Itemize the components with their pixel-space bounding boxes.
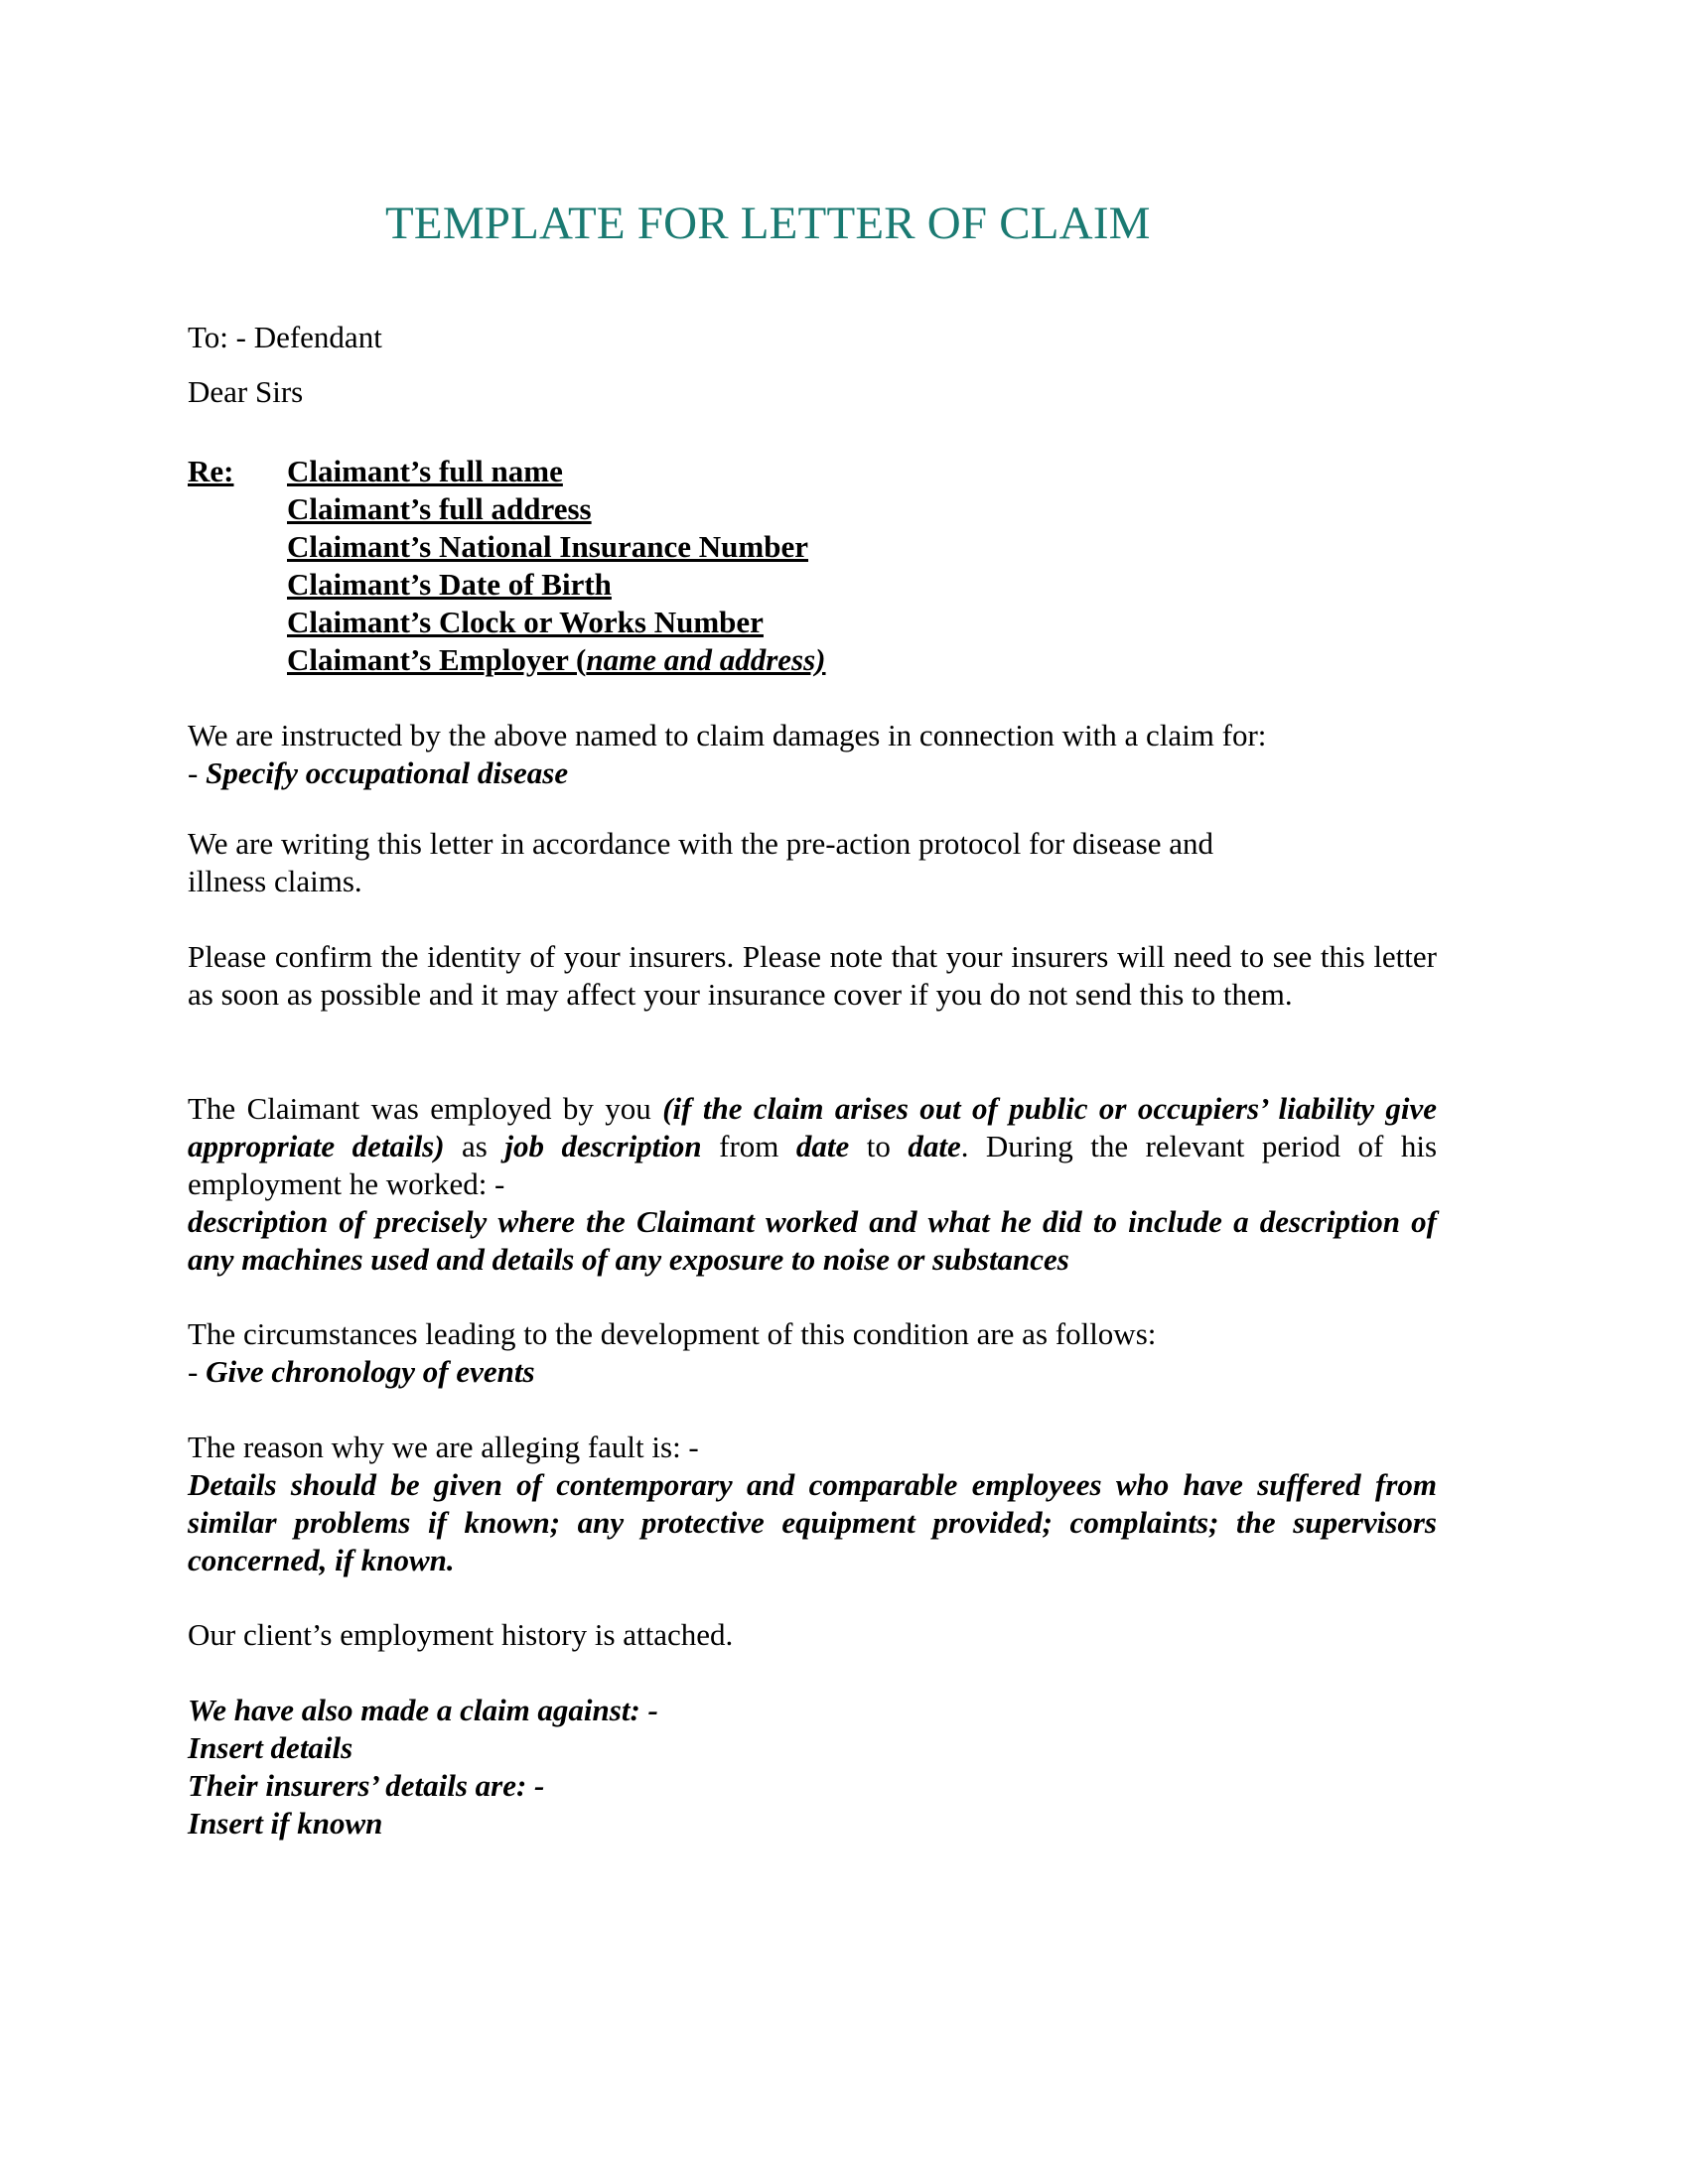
placeholder-fault-details: Details should be given of contemporary and comparable employees who have suffered from similar problems if known; any protective equipment provided; complaints; the supervisors concerned, if known. <box>188 1467 1437 1577</box>
placeholder-insert-details: Insert details <box>188 1730 353 1765</box>
placeholder-disease: Specify occupational disease <box>206 755 569 790</box>
paragraph-other-claims <box>188 1692 1437 1843</box>
paragraph-text: Please confirm the identity of your insurers. Please note that your insurers will need to see this letter as soon as possible and it may affect your insurance cover if you do not send this to them. <box>188 939 1437 1012</box>
paragraph-placeholder-line <box>188 1353 1437 1391</box>
paragraph-placeholder-line <box>188 754 1437 792</box>
paragraph-text: The circumstances leading to the development of this condition are as follows: <box>188 1316 1157 1351</box>
placeholder-insert-if-known: Insert if known <box>188 1806 383 1841</box>
paragraph-insurers <box>188 938 1437 1014</box>
re-claimant-works-number: Claimant’s Clock or Works Number <box>287 605 764 639</box>
addressee-line: To: - Defendant <box>188 320 382 354</box>
paragraph-text: The reason why we are alleging fault is: - <box>188 1430 699 1464</box>
text-run: The Claimant was employed by you <box>188 1091 663 1126</box>
re-claimant-dob: Claimant’s Date of Birth <box>287 567 612 602</box>
text-run: from <box>701 1129 796 1163</box>
re-claimant-ni-number: Claimant’s National Insurance Number <box>287 529 809 564</box>
paragraph-history <box>188 1616 1437 1654</box>
salutation: Dear Sirs <box>188 374 304 409</box>
placeholder-date-from: date <box>795 1129 850 1163</box>
re-label: Re: <box>188 454 234 488</box>
text-run: to <box>849 1129 909 1163</box>
placeholder-chronology: Give chronology of events <box>206 1354 535 1389</box>
placeholder-job: job description <box>504 1129 702 1163</box>
employer-italic: name and address) <box>586 642 826 677</box>
paragraph-circumstances <box>188 1315 1437 1391</box>
re-claimant-employer <box>287 641 826 679</box>
re-claimant-name: Claimant’s full name <box>287 454 563 488</box>
placeholder-work-description: description of precisely where the Claimant worked and what he did to include a description of any machines used and details of any exposure to noise or substances <box>188 1204 1437 1277</box>
paragraph-protocol <box>188 825 1437 900</box>
employer-prefix: Claimant’s Employer ( <box>287 642 587 677</box>
placeholder-date-to: date <box>908 1129 961 1163</box>
paragraph-fault <box>188 1429 1437 1579</box>
other-insurers-label: Their insurers’ details are: - <box>188 1768 545 1803</box>
dash: - <box>188 1354 207 1389</box>
text-run: as <box>444 1129 505 1163</box>
other-claim-label: We have also made a claim against: - <box>188 1693 658 1727</box>
paragraph-text <box>188 1090 1437 1203</box>
page-title: TEMPLATE FOR LETTER OF CLAIM <box>385 198 1151 249</box>
paragraph-employment <box>188 1090 1437 1279</box>
re-claimant-address: Claimant’s full address <box>287 491 592 526</box>
paragraph-text: We are writing this letter in accordance with the pre-action protocol for disease and <box>188 826 1214 861</box>
placeholder-liability: (if the claim arises out of public or occupiers’ liability give appropriate details) <box>188 1091 1438 1163</box>
paragraph-text: We are instructed by the above named to claim damages in connection with a claim for: <box>188 718 1267 752</box>
paragraph-text: Our client’s employment history is attached. <box>188 1617 734 1652</box>
paragraph-instruction <box>188 717 1437 792</box>
text-run: . During the relevant period of his employment he worked: - <box>188 1129 1438 1201</box>
paragraph-text: illness claims. <box>188 864 362 898</box>
dash: - <box>188 755 207 790</box>
